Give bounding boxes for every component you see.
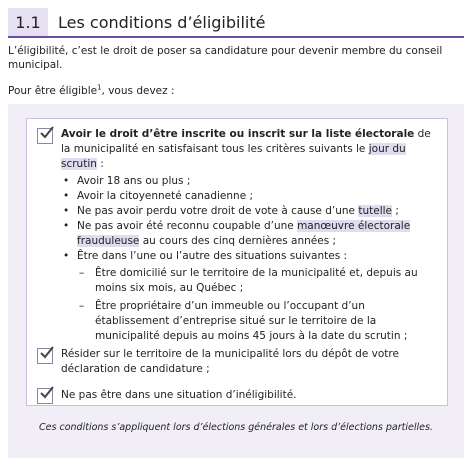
list-item (61, 249, 441, 344)
criterion-1-bullets (61, 174, 441, 344)
criterion-1-text: de la municipalité en satisfaisant tous les critères suivants le (61, 128, 431, 155)
situations-sublist (77, 266, 441, 344)
section-number: 1.1 (8, 8, 48, 36)
criterion-1 (61, 127, 441, 344)
conditions-panel (8, 104, 464, 458)
prompt-suffix: , vous devez : (101, 85, 175, 97)
list-item (61, 204, 441, 219)
criteria-list (26, 118, 448, 406)
eligibility-prompt (8, 84, 464, 98)
checkbox-criterion-2 (37, 348, 53, 364)
sub-list-item (77, 266, 441, 296)
footnote: Ces conditions s’appliquent lors d’élections générales et lors d’élections partielles. (39, 422, 433, 433)
list-item (61, 189, 441, 204)
criterion-1-end: : (96, 158, 104, 170)
prompt-text: Pour être éligible (8, 85, 98, 97)
situation-domicile: Être domicilié sur le territoire de la municipalité et, depuis au moins six mois, au Québec ; (95, 267, 418, 294)
list-item (61, 174, 441, 189)
term-manoeuvre-frauduleuse: manœuvre électorale frauduleuse (77, 220, 411, 247)
definition-paragraph: L’éligibilité, c’est le droit de poser sa candidature pour devenir membre du conseil municipal. (8, 45, 443, 71)
bullet-guardianship-text: Ne pas avoir perdu votre droit de vote à cause d’une (77, 205, 359, 217)
term-jour-du-scrutin: jour du scrutin (61, 143, 406, 170)
bullet-fraud-end: au cours des cinq dernières années ; (139, 235, 337, 247)
checkbox-criterion-1 (37, 128, 53, 144)
checkmark-icon (39, 345, 55, 361)
checkmark-icon (39, 125, 55, 141)
bullet-age: Avoir 18 ans ou plus ; (77, 175, 191, 187)
term-tutelle: tutelle (358, 205, 392, 217)
bullet-guardianship-end: ; (392, 205, 399, 217)
criterion-1-lead: Avoir le droit d’être inscrite ou inscrit sur la liste électorale (61, 128, 415, 140)
section-title: Les conditions d’éligibilité (58, 12, 266, 32)
bullet-situations: Être dans l’une ou l’autre des situations suivantes : (77, 250, 348, 262)
section-header (8, 8, 464, 38)
checkmark-icon (39, 385, 55, 401)
bullet-fraud-text: Ne pas avoir été reconnu coupable d’une (77, 220, 298, 232)
footnote-reference: 1 (97, 83, 102, 92)
list-item (61, 219, 441, 249)
sub-list-item (77, 299, 441, 344)
criterion-3: Ne pas être dans une situation d’inéligibilité. (61, 389, 297, 401)
checkbox-criterion-3 (37, 388, 53, 404)
situation-property: Être propriétaire d’un immeuble ou l’occupant d’un établissement d’entreprise situé sur le territoire de la municipalité depuis au moins 45 jours à la date du scrutin ; (95, 300, 408, 342)
bullet-citizenship: Avoir la citoyenneté canadienne ; (77, 190, 254, 202)
criterion-2: Résider sur le territoire de la municipalité lors du dépôt de votre déclaration de candidature ; (61, 348, 399, 375)
